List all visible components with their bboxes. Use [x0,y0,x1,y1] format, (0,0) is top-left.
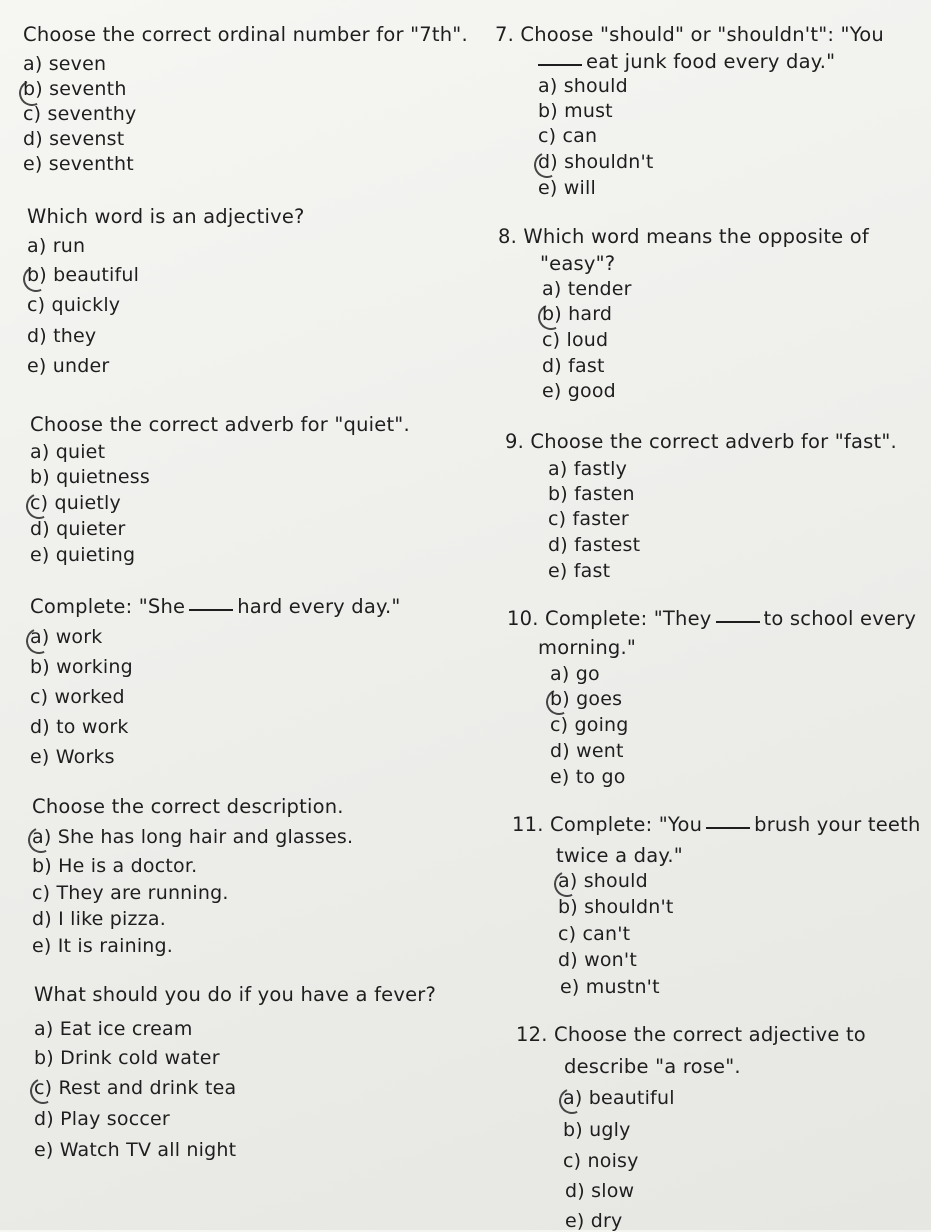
question-adjective: Which word is an adjective? [27,205,305,228]
option[interactable]: b) working [30,656,133,678]
question-text: hard every day." [237,595,401,618]
option[interactable]: c) going [550,714,629,736]
option[interactable]: c) quietly [30,492,121,514]
option[interactable]: e) fast [548,560,611,582]
answer-blank [538,63,582,66]
option[interactable]: d) to work [30,716,129,738]
option[interactable]: e) dry [565,1210,623,1232]
question-text: 10. Complete: "They [507,607,712,630]
option[interactable]: b) fasten [548,483,635,505]
option[interactable]: b) must [538,100,613,122]
option[interactable]: e) quieting [30,544,136,566]
option[interactable]: d) quieter [30,518,126,540]
question-complete-she [30,597,401,617]
option[interactable]: d) slow [565,1180,635,1202]
option[interactable]: d) fastest [548,534,641,556]
question-7-line2 [538,52,835,72]
question-text: brush your teeth [754,813,921,836]
question-description: Choose the correct description. [32,795,344,818]
question-text: to school every [763,607,917,630]
option[interactable]: c) seventhy [23,103,137,125]
question-adverb-quiet: Choose the correct adverb for "quiet". [30,413,410,436]
option[interactable]: a) seven [23,53,107,75]
option[interactable]: a) beautiful [563,1087,675,1109]
option[interactable]: a) tender [542,278,632,300]
option[interactable]: c) worked [30,686,125,708]
answer-blank [716,620,760,623]
option[interactable]: b) goes [550,688,623,710]
option[interactable]: b) Drink cold water [34,1047,220,1069]
question-11-line2: twice a day." [556,844,683,867]
option[interactable]: a) She has long hair and glasses. [32,826,354,848]
option[interactable]: e) under [27,355,110,377]
question-9: 9. Choose the correct adverb for "fast". [505,430,897,453]
option[interactable]: d) sevenst [23,128,125,150]
option[interactable]: e) Watch TV all night [34,1139,237,1161]
option[interactable]: b) shouldn't [558,896,674,918]
option[interactable]: b) beautiful [27,264,140,286]
option[interactable]: b) He is a doctor. [32,855,198,877]
option[interactable]: a) fastly [548,458,628,480]
question-12-line2: describe "a rose". [564,1055,741,1078]
option[interactable]: e) will [538,177,596,199]
question-fever: What should you do if you have a fever? [34,983,437,1006]
option[interactable]: a) work [30,626,103,648]
question-8: 8. Which word means the opposite of [498,225,869,248]
option[interactable]: d) they [27,325,97,347]
option[interactable]: c) noisy [563,1150,639,1172]
option[interactable]: c) loud [542,329,609,351]
option[interactable]: d) went [550,740,624,762]
option[interactable]: b) hard [542,303,613,325]
option[interactable]: c) can [538,125,598,147]
option[interactable]: b) ugly [563,1119,631,1141]
option[interactable]: c) Rest and drink tea [34,1077,237,1099]
option[interactable]: d) shouldn't [538,151,654,173]
option[interactable]: e) It is raining. [32,935,174,957]
question-ordinal: Choose the correct ordinal number for "7th". [23,23,468,46]
question-text: Complete: "She [30,595,186,618]
option[interactable]: e) mustn't [560,976,660,998]
option[interactable]: c) faster [548,508,629,530]
question-7: 7. Choose "should" or "shouldn't": "You [495,23,884,46]
option[interactable]: c) They are running. [32,882,229,904]
option[interactable]: a) should [538,75,628,97]
answer-blank [706,826,750,829]
option[interactable]: b) quietness [30,466,150,488]
question-text: 11. Complete: "You [512,813,703,836]
option[interactable]: c) quickly [27,294,121,316]
option[interactable]: e) good [542,380,616,402]
option[interactable]: a) Eat ice cream [34,1018,193,1040]
option[interactable]: e) seventht [23,153,134,175]
option[interactable]: a) should [558,870,648,892]
option[interactable]: a) go [550,663,600,685]
question-12: 12. Choose the correct adjective to [516,1023,866,1046]
option[interactable]: d) I like pizza. [32,908,166,930]
question-11 [512,815,921,835]
question-8-line2: "easy"? [540,252,616,275]
option[interactable]: e) Works [30,746,115,768]
option[interactable]: b) seventh [23,78,127,100]
option[interactable]: c) can't [558,923,631,945]
option[interactable]: d) fast [542,355,605,377]
option[interactable]: d) Play soccer [34,1108,170,1130]
option[interactable]: d) won't [558,949,637,971]
answer-blank [189,608,233,611]
option[interactable]: e) to go [550,766,626,788]
option[interactable]: a) run [27,235,86,257]
question-10-line2: morning." [538,636,637,659]
question-text: eat junk food every day." [586,50,836,73]
option[interactable]: a) quiet [30,441,106,463]
question-10 [507,609,916,629]
